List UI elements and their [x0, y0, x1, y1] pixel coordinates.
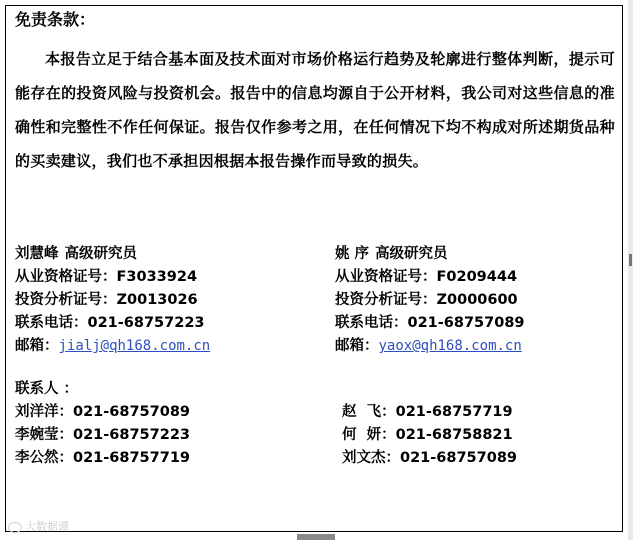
contact-row [15, 424, 190, 447]
phone-row [335, 312, 525, 335]
email-row [335, 335, 525, 358]
contact-name: 刘洋洋： [15, 404, 73, 420]
analyst-name-row [15, 243, 210, 266]
bottom-scroll-mark [297, 534, 335, 540]
contacts-title: 联系人 ： [15, 381, 79, 397]
email-label: 邮箱： [15, 338, 59, 354]
contact-phone: 021-68757089 [400, 450, 517, 466]
contact-row [342, 401, 517, 424]
contact-name: 赵 飞： [342, 404, 396, 420]
contact-name: 何 妍： [342, 427, 396, 443]
qualification-number: F3033924 [116, 269, 198, 285]
qualification-row [335, 266, 525, 289]
analyst-title: 高级研究员 [375, 246, 448, 262]
analyst-cert-row [15, 289, 210, 312]
analyst-cert-number: Z0000600 [436, 292, 518, 308]
edge-marker [629, 254, 632, 266]
contacts-list-right [342, 401, 517, 470]
contacts-list-left [15, 401, 190, 470]
phone-number: 021-68757223 [87, 315, 205, 331]
contact-row [342, 424, 517, 447]
contact-phone: 021-68757089 [73, 404, 190, 420]
analyst-cert-row [335, 289, 525, 312]
analyst-cert-label: 投资分析证号： [15, 292, 117, 308]
contact-phone: 021-68757719 [73, 450, 190, 466]
contact-row [342, 447, 517, 470]
analyst-cert-label: 投资分析证号： [335, 292, 437, 308]
contact-name: 刘文杰： [342, 450, 400, 466]
analyst-card-2 [335, 243, 525, 358]
contact-phone: 021-68757719 [395, 404, 513, 420]
analyst-cert-number: Z0013026 [116, 292, 198, 308]
analyst-name-row [335, 243, 525, 266]
weibo-icon [8, 522, 22, 533]
analyst-name: 姚 序 [335, 246, 370, 262]
contact-name: 李婉莹： [15, 427, 73, 443]
contact-row [15, 401, 190, 424]
contact-name: 李公然： [15, 450, 73, 466]
email-label: 邮箱： [335, 338, 379, 354]
qualification-number: F0209444 [436, 269, 518, 285]
analyst-name: 刘慧峰 [15, 246, 59, 262]
phone-label: 联系电话： [335, 315, 408, 331]
phone-number: 021-68757089 [407, 315, 525, 331]
disclaimer-body: 本报告立足于结合基本面及技术面对市场价格运行趋势及轮廓进行整体判断，提示可能存在的投资风险与投资机会。报告中的信息均源自于公开材料，我公司对这些信息的准确性和完整性不作任何保证。报告仅作参考之用，在任何情况下均不构成对所述期货品种的买卖建议，我们也不承担因根据本报告操作而导致的损失。 [15, 50, 615, 170]
phone-label: 联系电话： [15, 315, 88, 331]
email-link[interactable]: yaox@qh168.com.cn [378, 338, 522, 354]
qualification-row [15, 266, 210, 289]
contact-phone: 021-68757223 [73, 427, 190, 443]
qualification-label: 从业资格证号： [15, 269, 117, 285]
contact-row [15, 447, 190, 470]
watermark-text: 大数据谭 [25, 520, 69, 533]
analyst-title: 高级研究员 [64, 246, 137, 262]
email-row [15, 335, 210, 358]
analyst-card-1 [15, 243, 210, 358]
phone-row [15, 312, 210, 335]
disclaimer-title: 免责条款： [15, 10, 96, 29]
page-edge [628, 0, 633, 540]
qualification-label: 从业资格证号： [335, 269, 437, 285]
watermark [8, 518, 69, 534]
email-link[interactable]: jialj@qh168.com.cn [58, 338, 211, 354]
contact-phone: 021-68758821 [395, 427, 513, 443]
